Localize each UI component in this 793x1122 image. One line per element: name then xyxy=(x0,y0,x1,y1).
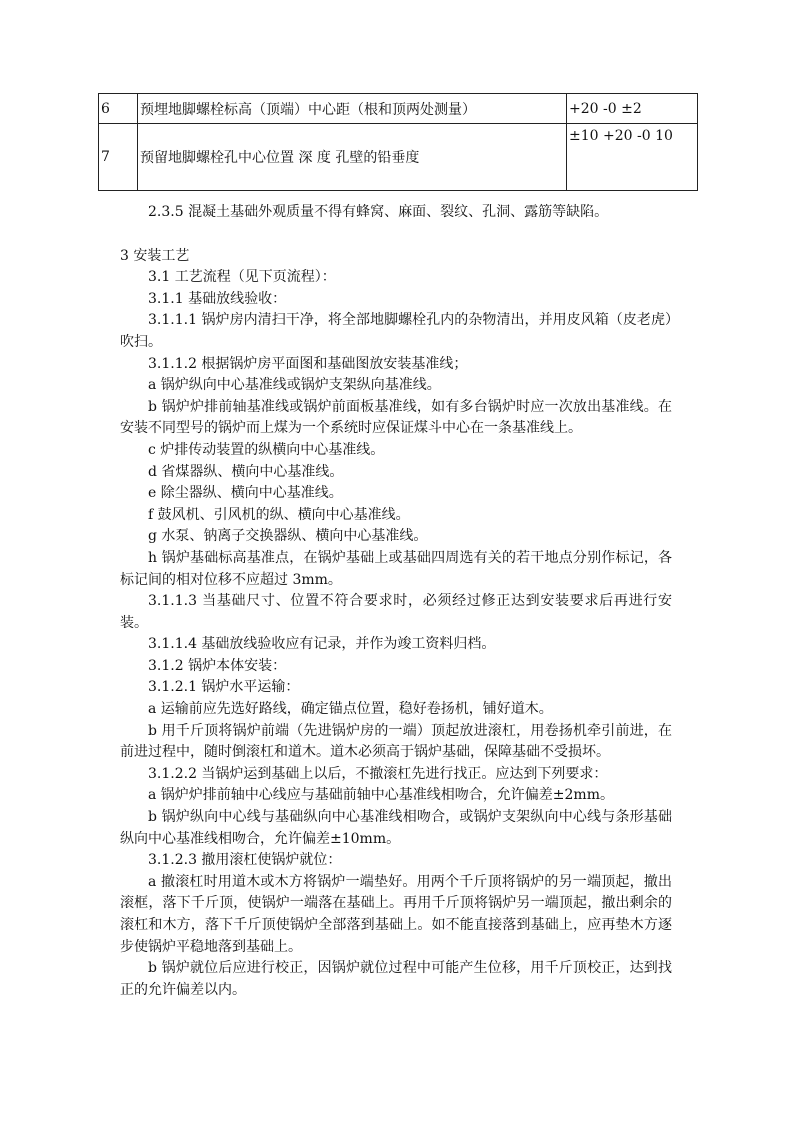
paragraph: 3.1.1.2 根据锅炉房平面图和基础图放安装基准线； xyxy=(148,355,468,372)
table-row xyxy=(99,124,698,191)
row-item: 预留地脚螺栓孔中心位置 深 度 孔壁的铅垂度 xyxy=(138,124,567,191)
paragraph: b 锅炉炉排前轴基准线或锅炉前面板基准线，如有多台锅炉时应一次放出基准线。在安装不同型号的锅炉而上煤为一个系统时应保证煤斗中心在一条基准线上。 xyxy=(120,398,672,437)
paragraph: 3.1.2.3 撤用滚杠使锅炉就位： xyxy=(148,852,342,869)
paragraph: 3.1.2.1 锅炉水平运输： xyxy=(148,679,300,696)
tolerance-table xyxy=(98,93,698,191)
row-tolerance: ±10 +20 -0 10 xyxy=(567,124,698,191)
paragraph: h 锅炉基础标高基准点，在锅炉基础上或基础四周选有关的若干地点分别作标记，各标记间的相对位移不应超过 3mm。 xyxy=(120,549,672,588)
paragraph: b 锅炉纵向中心线与基础纵向中心基准线相吻合，或锅炉支架纵向中心线与条形基础纵向中心基准线相吻合，允许偏差±10mm。 xyxy=(120,809,672,847)
paragraph: g 水泵、钠离子交换器纵、横向中心基准线。 xyxy=(148,528,428,545)
paragraph: c 炉排传动装置的纵横向中心基准线。 xyxy=(148,441,385,458)
paragraph: 3.1.2 锅炉本体安装： xyxy=(148,657,287,674)
row-number: 7 xyxy=(99,124,138,191)
paragraph: f 鼓风机、引风机的纵、横向中心基准线。 xyxy=(148,506,410,523)
paragraph: d 省煤器纵、横向中心基准线。 xyxy=(148,463,344,480)
document-body xyxy=(120,202,672,1001)
row-tolerance: +20 -0 ±2 xyxy=(567,94,698,124)
paragraph: 3.1.1.3 当基础尺寸、位置不符合要求时，必须经过修正达到安装要求后再进行安装。 xyxy=(120,593,672,631)
paragraph: b 用千斤顶将锅炉前端（先进锅炉房的一端）顶起放进滚杠，用卷扬机牵引前进，在前进过程中，随时倒滚杠和道木。道木必须高于锅炉基础，保障基础不受损坏。 xyxy=(120,722,672,761)
paragraph: 2.3.5 混凝土基础外观质量不得有蜂窝、麻面、裂纹、孔洞、露筋等缺陷。 xyxy=(148,204,609,220)
paragraph: 3.1.1.1 锅炉房内清扫干净，将全部地脚螺栓孔内的杂物清出，并用皮风箱（皮老虎）吹扫。 xyxy=(120,312,672,350)
paragraph: a 运输前应先选好路线，确定锚点位置，稳好卷扬机，铺好道木。 xyxy=(148,701,553,718)
row-number: 6 xyxy=(99,94,138,124)
paragraph: e 除尘器纵、横向中心基准线。 xyxy=(148,485,343,502)
paragraph: 3.1.1.4 基础放线验收应有记录，并作为竣工资料归档。 xyxy=(148,636,496,653)
paragraph: 3.1.1 基础放线验收： xyxy=(148,290,287,307)
paragraph: b 锅炉就位后应进行校正，因锅炉就位过程中可能产生位移，用千斤顶校正，达到找正的允许偏差以内。 xyxy=(120,960,672,998)
row-item: 预埋地脚螺栓标高（顶端）中心距（根和顶两处测量） xyxy=(138,94,567,124)
section-heading: 3 安装工艺 xyxy=(120,247,190,264)
paragraph: a 撤滚杠时用道木或木方将锅炉一端垫好。用两个千斤顶将锅炉的另一端顶起，撤出滚框，落下千斤顶，使锅炉一端落在基础上。再用千斤顶将锅炉另一端顶起，撤出剩余的滚杠和木方，落下千斤顶使锅炉全部落到基础上。如不能直接落到基础上，应再垫木方逐步使锅炉平稳地落到基础上。 xyxy=(120,873,672,955)
paragraph: a 锅炉炉排前轴中心线应与基础前轴中心基准线相吻合，允许偏差±2mm。 xyxy=(148,787,614,804)
paragraph: 3.1 工艺流程（见下页流程）： xyxy=(148,269,336,286)
paragraph: 3.1.2.2 当锅炉运到基础上以后，不撤滚杠先进行找正。应达到下列要求： xyxy=(148,765,608,782)
paragraph: a 锅炉纵向中心基准线或锅炉支架纵向基准线。 xyxy=(148,377,441,394)
table-row xyxy=(99,94,698,124)
